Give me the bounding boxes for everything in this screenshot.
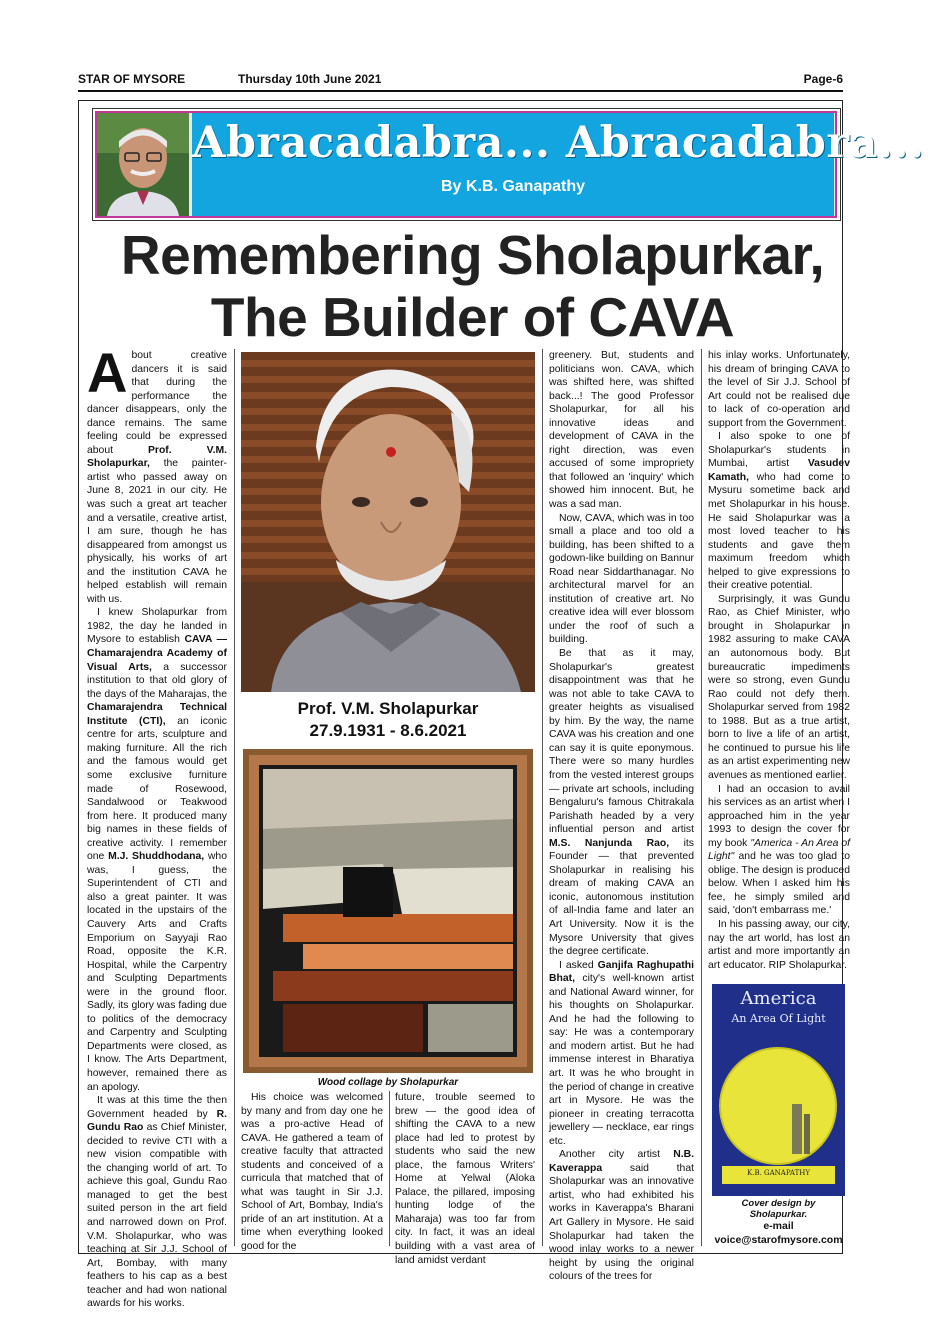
headline-line-2: The Builder of CAVA <box>210 286 735 348</box>
article-column-4 <box>549 349 694 1283</box>
paragraph: I asked Ganjifa Raghupathi Bhat, city's well-known artist and National Award winner, for his thoughts on Sholapurkar. And he had the following to say: He was a contemporary and modern artist. But he had immense interest in Bharatiya art. It was he who brought in the period of change in creative art in Mysore. He was the pioneer in creating terracotta jewellery — necklace, ear rings etc. <box>549 959 694 1147</box>
article-column-3 <box>395 1091 535 1266</box>
book-author: K.B. GANAPATHY <box>746 1169 810 1177</box>
paragraph: In his passing away, our city, nay the art world, has lost an artist and more importantly an art educator. RIP Sholapurkar. <box>708 918 850 971</box>
portrait-photo <box>241 352 535 692</box>
column-divider <box>389 1091 390 1246</box>
page-header <box>78 72 843 90</box>
book-cover <box>712 984 845 1196</box>
paragraph: Be that as it may, Sholapurkar's greatest disappointment was that he was not able to take CAVA to greater heights as visualised by him. By the way, the name CAVA was his creation and one can say it is quite eponymous. There were so many hurdles from the vested interest groups — private art schools, including Bengaluru's famous Chitrakala Parishath headed by a very influential person and artist M.S. Nanjunda Rao, its Founder — that prevented Sholapurkar in realising his dream of making CAVA an iconic, autonomous institution of all-India fame and later an Art University. Now it is the Mysore University that gives the degree certificate. <box>549 648 694 958</box>
paragraph: future, trouble seemed to brew — the good idea of shifting the CAVA to a new place had led to protest by students who said the new place, the famous Writers' Home at Yelwal (Aloka Palace, the pillared, imposing hunting lodge of the Maharaja) was too far from city. In fact, it was an ideal building with a vast area of land amidst verdant <box>395 1092 535 1266</box>
paragraph: I had an occasion to avail his services as an artist when I approached him in the year 1993 to design the cover for my book "America - An Area of Light" and he was too glad to oblige. The design is produced below. When I asked him his fee, he simply smiled and said, 'don't embarrass me.' <box>708 783 851 917</box>
author-photo <box>97 113 189 216</box>
paragraph: I knew Sholapurkar from 1982, the day he landed in Mysore to establish CAVA — Chamarajendra Academy of Visual Arts, a successor institution to that old glory of the days of the Maharajas, the Chamarajendra Technical Institute (CTI), an iconic centre for arts, sculpture and making furniture. All the rich and the famous would get some exclusive furniture made of Rosewood, Sandalwood or Teakwood from here. It produced many big names in these fields of creative activity. I remember one M.J. Shuddhodana, who was, I guess, the Superintendent of CTI and also a great painter. It was located in the upstairs of the Cauvery Arts and Crafts Emporium on Sayyaji Rao Road, opposite the K.R. Hospital, while the Carpentry and Sculpting Departments were in the ground floor. Sadly, its glory was fading due to politics of the democracy and Carpentry and Sculpting Departments were closed, as I know. The Arts Department, however, remained there as an apology. <box>87 607 227 1093</box>
paragraph: greenery. But, students and politicians won. CAVA, which was shifted here, was shifted back...! The good Professor Sholapurkar, for all his innovative ideas and development of CAVA in the right direction, was even accused of some impropriety that followed an 'inquiry' which showed him innocent. But, he was a sad man. <box>549 350 694 511</box>
portrait-dates: 27.9.1931 - 8.6.2021 <box>309 721 467 740</box>
paragraph: I also spoke to one of Sholapurkar's students in Mumbai, artist Vasudev Kamath, who had come to Mysuru sometime back and met Sholapurkar in his house. He said Sholapurkar was a most loved teacher to his students and gave them maximum freedom which helped to give expressions to their creative potential. <box>708 431 850 592</box>
column-title: Abracadabra... Abracadabra... <box>192 118 925 168</box>
email-label: e-mail <box>763 1220 794 1232</box>
collage-caption: Wood collage by Sholapurkar <box>317 1077 459 1088</box>
portrait-caption <box>241 698 535 742</box>
paragraph: Now, CAVA, which was in too small a place and too old a building, has been shifted to a godown-like building on Bannur Road near Siddarthanagar. No architectural marvel for an institution of creative art. No creative idea will ever blossom under the roof of such a building. <box>549 512 694 646</box>
article-column-2 <box>241 1091 383 1253</box>
book-caption: Cover design by Sholapurkar. <box>741 1198 816 1220</box>
column-divider <box>542 349 543 1246</box>
header-rule <box>78 90 843 92</box>
email-address[interactable]: voice@starofmysore.com <box>714 1234 843 1246</box>
column-divider <box>234 349 235 1246</box>
wood-collage-photo <box>243 749 533 1073</box>
headline-line-1: Remembering Sholapurkar, <box>120 224 825 286</box>
paragraph: His choice was welcomed by many and from day one he was a pro-active Head of CAVA. He gathered a team of creative faculty that attracted students and conceived of a curricula that matched that of what was taught in Sir J.J. School of Art, Bombay, India's pride of an art institution. At a time when everything looked good for the <box>241 1092 383 1253</box>
portrait-name: Prof. V.M. Sholapurkar <box>297 699 479 718</box>
paragraph: It was at this time the then Government headed by R. Gundu Rao as Chief Minister, decided to revive CTI with a new vision compatible with the changing world of art. To achieve this goal, Gundu Rao managed to get the best suited person in the art field and narrowed down on Prof. V.M. Sholapurkar, who was teaching at Sir J.J. School of Art, Bombay, with many feathers to his cap as a best teacher and had won national awards for his works. <box>87 1095 227 1310</box>
issue-date: Thursday 10th June 2021 <box>238 72 382 86</box>
column-divider <box>701 349 702 1246</box>
page-number: Page-6 <box>803 72 843 86</box>
paragraph: Surprisingly, it was Gundu Rao, as Chief Minister, who brought in Sholapurkar in 1982 assuring to make CAVA an autonomous body. But bureaucratic impediments were so strong, even Gundu Rao could not defy them. Sholapurkar served from 1982 to 1988. But as a true artist, born to live a life of an artist, he continued to pursue his life as an artist experimenting new avenues as mentioned earlier. <box>708 593 850 781</box>
paragraph: About creative dancers it is said that during the performance the dancer disappears, only the dance remains. The same feeling could be expressed about Prof. V.M. Sholapurkar, the painter-artist who passed away on June 8, 2021 in our city. He was such a great art teacher and a versatile, creative artist, I am sure, though he has disappeared from amongst us physically, his works of art and the institution CAVA he helped establish will remain with us. <box>87 341 227 605</box>
book-title: America <box>740 988 817 1009</box>
article-column-1 <box>87 341 227 1310</box>
byline: By K.B. Ganapathy <box>440 178 586 195</box>
book-subtitle: An Area Of Light <box>731 1012 826 1025</box>
paragraph: his inlay works. Unfortunately, his dream of bringing CAVA to the level of Sir J.J. School of Art could not be realised due to lack of co-operation and support from the Government. <box>708 350 850 429</box>
article-column-5 <box>708 349 850 981</box>
drop-cap: A <box>87 341 128 404</box>
paragraph: Another city artist N.B. Kaverappa said that Sholapurkar was an innovative artist, who had exhibited his works in Kaverappa's Bharani Art Gallery in Mysore. He said Sholapurkar had taken the wood inlay works to a newer height by using the original colours of the trees for <box>549 1149 694 1283</box>
publication-name: STAR OF MYSORE <box>78 72 186 86</box>
article-headline <box>80 224 865 348</box>
